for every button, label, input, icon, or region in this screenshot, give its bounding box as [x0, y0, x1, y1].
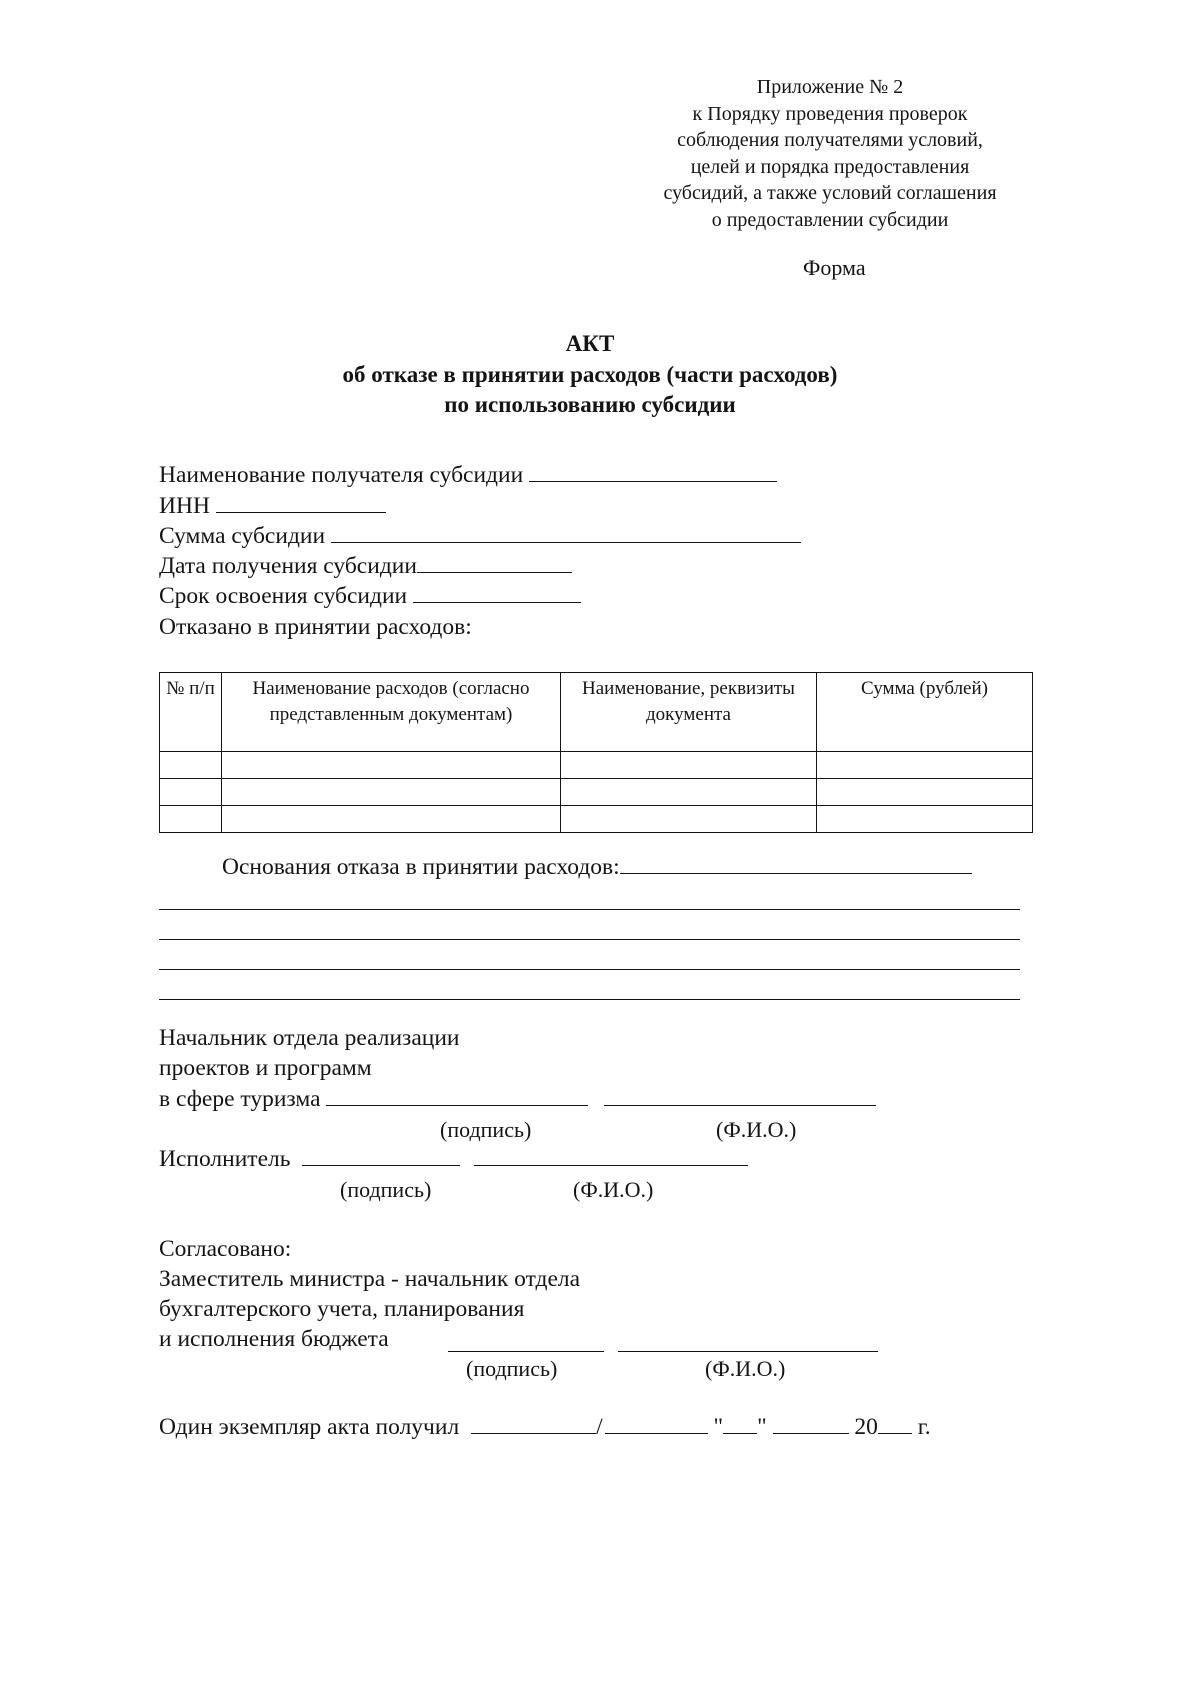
appendix-line: Приложение № 2: [756, 76, 904, 98]
executor-name-blank[interactable]: [474, 1164, 748, 1166]
signature-caption: (подпись): [466, 1356, 558, 1381]
approval-label: Согласовано:: [159, 1236, 292, 1262]
head-signature-blank[interactable]: [326, 1104, 588, 1106]
receipt-name-blank[interactable]: [605, 1432, 708, 1434]
inn-blank[interactable]: [216, 511, 386, 513]
name-caption: (Ф.И.О.): [573, 1177, 654, 1202]
approval-name-blank[interactable]: [618, 1351, 878, 1352]
recipient-name-blank[interactable]: [529, 480, 777, 482]
table-cell[interactable]: [561, 806, 817, 833]
grounds-line[interactable]: [159, 999, 1020, 1000]
head-signature-field: [159, 1086, 876, 1113]
recipient-name-field: [159, 462, 777, 489]
column-header-amount: Сумма (рублей): [817, 673, 1033, 752]
receipt-field: [159, 1414, 931, 1441]
document-subtitle-2: по использованию субсидии: [444, 392, 736, 417]
grounds-label: Основания отказа в принятии расходов:: [222, 854, 620, 880]
table-row: [160, 806, 1033, 833]
receipt-label: Один экземпляр акта получил: [159, 1414, 460, 1440]
executor-label: Исполнитель: [159, 1146, 291, 1172]
receipt-quote-open: ": [713, 1414, 724, 1440]
executor-field: [159, 1146, 748, 1173]
receipt-year-prefix: 20: [854, 1414, 878, 1440]
grounds-line[interactable]: [159, 909, 1020, 910]
approval-title-line: и исполнения бюджета: [159, 1326, 389, 1352]
table-cell[interactable]: [222, 752, 561, 779]
column-header-expense-name: Наименование расходов (согласно представленным документам): [222, 673, 561, 752]
document-subtitle: об отказе в принятии расходов (части расходов): [342, 362, 838, 387]
approval-title-line: Заместитель министра - начальник отдела: [159, 1266, 581, 1292]
grounds-line[interactable]: [159, 939, 1020, 940]
recipient-name-label: Наименование получателя субсидии: [159, 462, 524, 488]
receipt-date-field: [159, 553, 572, 580]
head-name-blank[interactable]: [604, 1104, 876, 1106]
column-header-number: № п/п: [160, 673, 222, 752]
table-cell[interactable]: [817, 806, 1033, 833]
rejected-label: Отказано в принятии расходов:: [159, 614, 472, 640]
appendix-line: целей и порядка предоставления: [690, 155, 970, 178]
appendix-line: к Порядку проведения проверок: [692, 102, 968, 125]
table-cell[interactable]: [222, 779, 561, 806]
approval-signature-blank[interactable]: [448, 1351, 604, 1352]
receipt-month-blank[interactable]: [773, 1432, 849, 1434]
appendix-block: [620, 74, 1040, 234]
grounds-field: [222, 854, 972, 881]
grounds-blank[interactable]: [620, 872, 972, 874]
inn-field: [159, 493, 386, 520]
signature-caption: (подпись): [340, 1177, 432, 1202]
table-cell[interactable]: [160, 779, 222, 806]
column-header-document: Наименование, реквизиты документа: [561, 673, 817, 752]
receipt-year-blank[interactable]: [878, 1432, 912, 1434]
appendix-line: о предоставлении субсидии: [711, 208, 949, 231]
receipt-quote-close: ": [757, 1414, 767, 1440]
receipt-year-suffix: г.: [917, 1414, 931, 1440]
subsidy-amount-field: [159, 523, 801, 550]
usage-term-field: [159, 583, 581, 610]
receipt-day-blank[interactable]: [723, 1432, 757, 1434]
name-caption: (Ф.И.О.): [716, 1117, 797, 1142]
table-cell[interactable]: [160, 806, 222, 833]
signature-caption: (подпись): [440, 1117, 532, 1142]
executor-signature-blank[interactable]: [302, 1164, 460, 1166]
approval-title-line: бухгалтерского учета, планирования: [159, 1296, 525, 1322]
head-title-line: проектов и программ: [159, 1055, 372, 1081]
head-title-line: в сфере туризма: [159, 1086, 321, 1112]
subsidy-amount-label: Сумма субсидии: [159, 523, 326, 549]
name-caption: (Ф.И.О.): [705, 1356, 786, 1381]
appendix-line: субсидий, а также условий соглашения: [663, 182, 997, 205]
subsidy-amount-blank[interactable]: [331, 541, 801, 543]
document-title: АКТ: [565, 331, 615, 356]
grounds-line[interactable]: [159, 969, 1020, 970]
table-cell[interactable]: [561, 779, 817, 806]
receipt-date-blank[interactable]: [417, 571, 572, 573]
usage-term-label: Срок освоения субсидии: [159, 583, 408, 609]
appendix-line: соблюдения получателями условий,: [677, 129, 983, 152]
receipt-date-label: Дата получения субсидии: [159, 553, 417, 579]
form-label: Форма: [803, 255, 866, 280]
expenses-table: [159, 672, 1033, 833]
inn-label: ИНН: [159, 493, 210, 519]
table-row: [160, 752, 1033, 779]
usage-term-blank[interactable]: [413, 601, 581, 603]
head-title-line: Начальник отдела реализации: [159, 1025, 460, 1051]
receipt-slash: /: [596, 1414, 603, 1440]
receipt-signature-blank[interactable]: [471, 1432, 596, 1434]
table-header-row: [160, 673, 1033, 752]
table-cell[interactable]: [817, 752, 1033, 779]
table-cell[interactable]: [160, 752, 222, 779]
table-row: [160, 779, 1033, 806]
table-cell[interactable]: [222, 806, 561, 833]
table-cell[interactable]: [817, 779, 1033, 806]
table-cell[interactable]: [561, 752, 817, 779]
